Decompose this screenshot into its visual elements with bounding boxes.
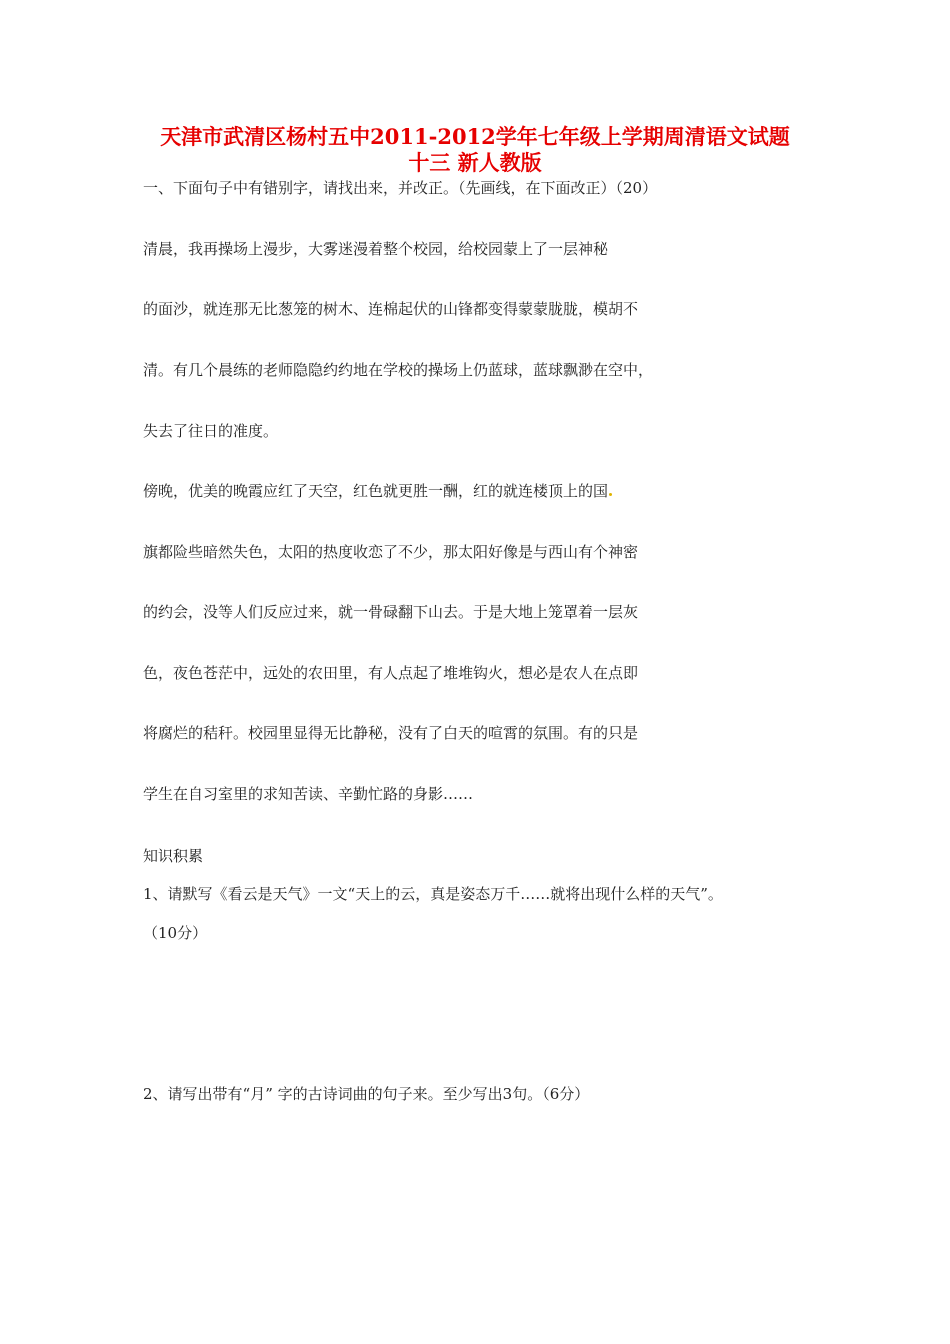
document-title-line-1: 天津市武清区杨村五中2011-2012学年七年级上学期周清语文试题 xyxy=(160,124,790,149)
item-2-text: 2、请写出带有“月” 字的古诗词曲的句子来。至少写出3句。（6分） xyxy=(143,1085,590,1103)
passage-line-10: 学生在自习室里的求知苦读、辛勤忙路的身影…… xyxy=(143,785,474,803)
item-1-text: 1、请默写《看云是天气》一文“天上的云，真是姿态万千……就将出现什么样的天气”。 xyxy=(143,885,723,903)
item-1-score: （10分） xyxy=(143,924,208,942)
passage-line-5: 傍晚，优美的晚霞应红了天空，红色就更胜一酬，红的就连楼顶上的国 xyxy=(143,482,609,500)
section-heading: 知识积累 xyxy=(143,847,204,865)
passage-line-1: 清晨，我再操场上漫步，大雾迷漫着整个校园，给校园蒙上了一层神秘 xyxy=(143,240,609,258)
passage-line-3: 清。有几个晨练的老师隐隐约约地在学校的操场上仍蓝球，蓝球飘渺在空中， xyxy=(143,361,654,379)
passage-line-8: 色，夜色苍茫中，远处的农田里，有人点起了堆堆钩火，想必是农人在点即 xyxy=(143,664,639,682)
passage-line-6: 旗都险些暗然失色，太阳的热度收恋了不少，那太阳好像是与西山有个神密 xyxy=(143,543,639,561)
document-title-line-2: 十三 新人教版 xyxy=(408,150,542,175)
passage-line-4: 失去了往日的准度。 xyxy=(143,422,279,440)
passage-line-5-wrap xyxy=(143,481,612,501)
passage-line-9: 将腐烂的秸秆。校园里显得无比静秘，没有了白天的喧霄的氛围。有的只是 xyxy=(143,724,639,742)
question-1-prompt: 一、下面句子中有错别字，请找出来，并改正。（先画线，在下面改正）（20） xyxy=(143,179,658,197)
passage-line-2: 的面沙，就连那无比葱笼的树木、连棉起伏的山锋都变得蒙蒙胧胧，模胡不 xyxy=(143,300,639,318)
passage-line-7: 的约会，没等人们反应过来，就一骨碌翻下山去。于是大地上笼罩着一层灰 xyxy=(143,603,639,621)
mark-dot-icon xyxy=(609,493,612,496)
